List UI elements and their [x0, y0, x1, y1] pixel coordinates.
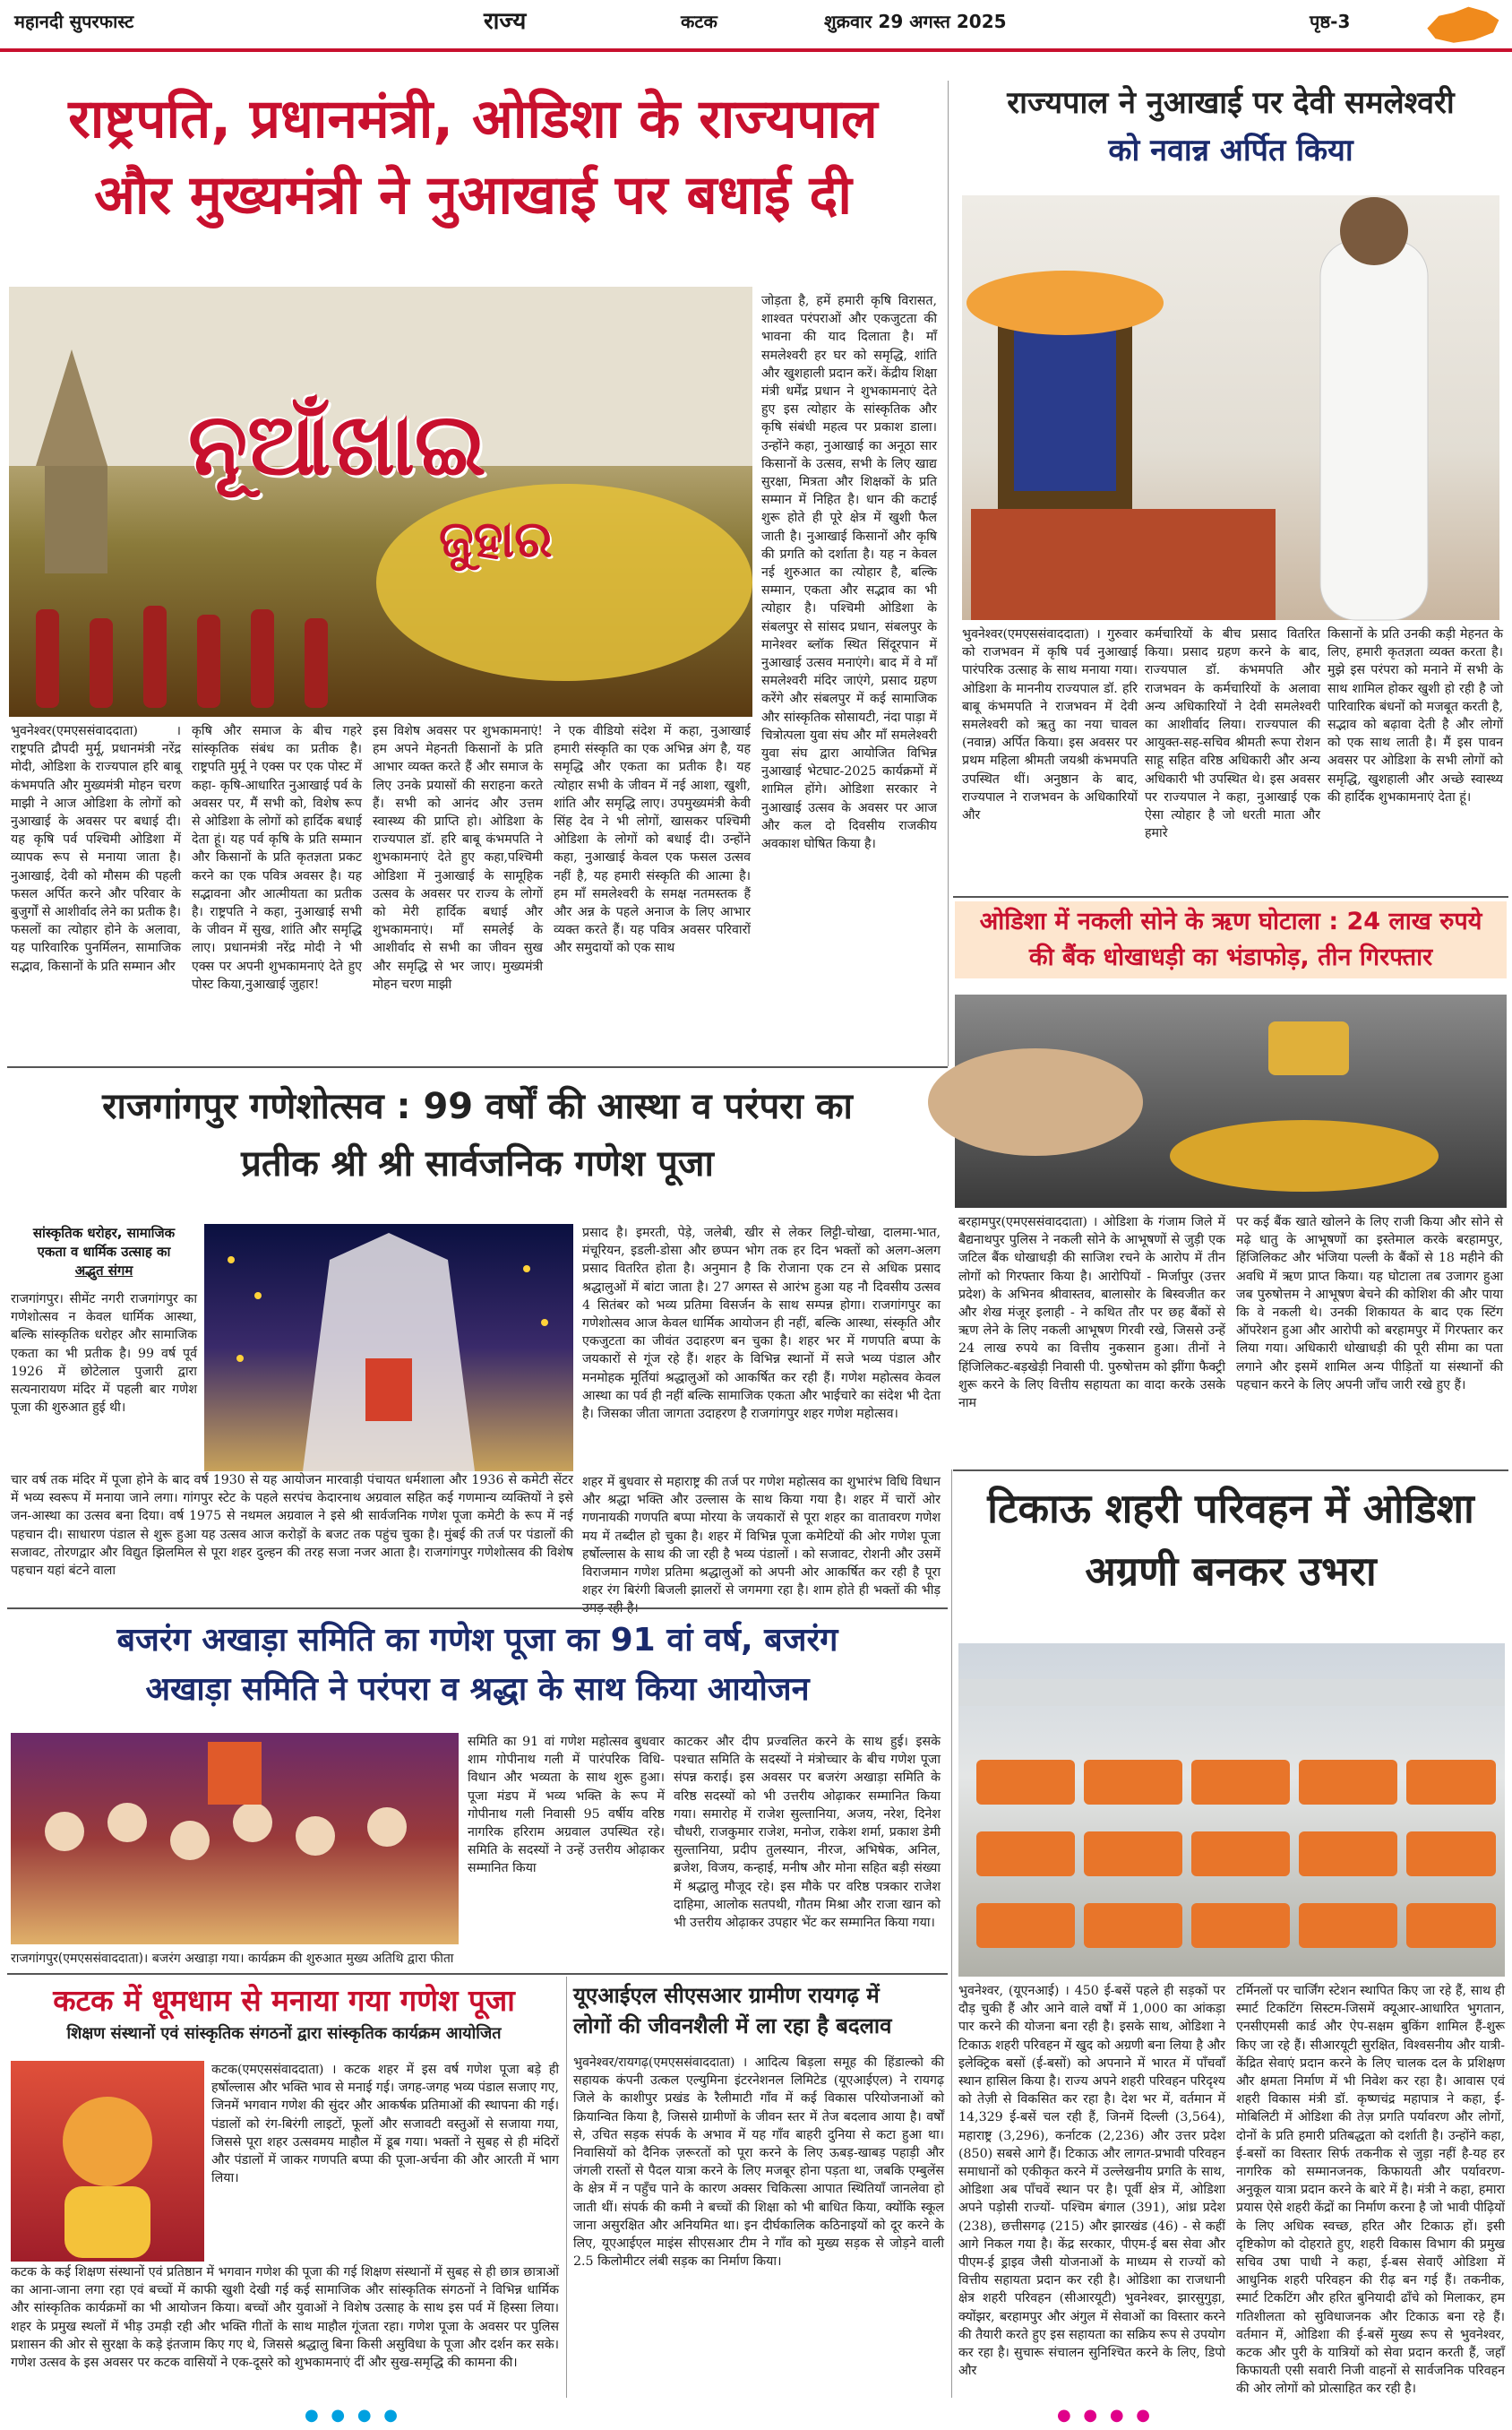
flower-garland — [966, 271, 1164, 335]
section-divider — [953, 896, 1508, 898]
nuakhai-illustration — [9, 287, 752, 717]
story4-col1: राजगांगपुर। सीमेंट नगरी राजगांगपुर का गणेशोत्सव न केवल धार्मिक आस्था, बल्कि सांस्कृतिक धरोहर और सामाजिक एकता का भी प्रतीक है। 99 वर्ष पूर्व 1926 में छोटेलाल पुजारी द्वारा सत्यनारायण मंदिर में पहली बार गणेश पूजा की शुरुआत हुई थी। — [11, 1292, 197, 1416]
section-divider — [7, 1066, 948, 1068]
people-group — [45, 1803, 407, 1860]
altar-table — [971, 509, 1276, 620]
governor-figure — [1320, 240, 1428, 620]
nuakhai-subtitle: ଜୁହାର — [439, 511, 553, 569]
governor-photo-illustration — [962, 195, 1499, 620]
gold-jewellery-photo — [955, 995, 1507, 1208]
ganesh-idol — [208, 1742, 262, 1805]
hand-shape — [928, 1048, 1143, 1156]
story8-headline-line1: टिकाऊ शहरी परिवहन में ओडिशा — [987, 1485, 1474, 1532]
column-divider — [948, 81, 949, 1066]
story1-headline — [7, 86, 939, 229]
story5-headline-line1: बजरंग अखाड़ा समिति का गणेश पूजा का 91 वां वर्ष, बजरंग — [116, 1622, 838, 1659]
story2-col1: भुवनेश्वर(एमएससंवाददाता) । गुरुवार को राजभवन में कृषि पर्व नुआखाई पारंपरिक उत्साह के साथ मनाया गया। ओडिशा के माननीय राज्यपाल डॉ. हरि बाबू कंभमपति ने राजभवन में देवी समलेश्वरी को ऋतु का नया चावल (नवान्न) अर्पित किया। इस अवसर पर प्रथम महिला श्रीमती जयश्री कंभमपति उपस्थित थीं। अनुष्ठान के बाद, राज्यपाल ने राजभवन के अधिकारियों और — [962, 627, 1138, 823]
story2-headline-line1: राज्यपाल ने नुआखाई पर देवी समलेश्वरी — [1007, 85, 1455, 121]
masthead — [0, 0, 1512, 52]
issue-date: शुक्रवार 29 अगस्त 2025 — [824, 11, 1007, 32]
section-divider — [7, 1973, 948, 1975]
story7-headline-line1: यूएआईएल सीएसआर ग्रामीण रायगढ़ में — [573, 1983, 880, 2008]
ganesh-head — [63, 2097, 152, 2186]
story4-headline-line2: प्रतीक श्री श्री सार्वजनिक गणेश पूजा — [241, 1143, 714, 1185]
story2-headline-line2: को नवान्न अर्पित किया — [1108, 132, 1353, 168]
story2-col2: कर्मचारियों के बीच प्रसाद वितरित किया। प्रसाद ग्रहण करने के बाद, राज्यपाल डॉ. कंभमपति और राजभवन के कर्मचारियों के अलावा अन्य अधिकारियों ने देवी समलेश्वरी का आशीर्वाद लिया। राज्यपाल की आयुक्त-सह-सचिव श्रीमती रूपा रोशन साहू सहित वरिष्ठ अधिकारी और अन्य अधिकारी भी उपस्थित थे। इस अवसर पर राज्यपाल ने कहा, नुआखाई एक ऐसा त्योहार है जो धरती माता और हमारे — [1145, 627, 1320, 841]
story8-col2: टर्मिनलों पर चार्जिंग स्टेशन स्थापित किए जा रहे हैं, साथ ही स्मार्ट टिकटिंग सिस्टम-जिसमें क्यूआर-आधारित भुगतान, एनसीएमसी कार्ड और ऐप-सक्षम बुकिंग शामिल हैं-शुरू किए जा रहे हैं। सीआरयूटी सुरक्षित, विश्वसनीय और यात्री-केंद्रित सेवाएं प्रदान करने के लिए चालक दल के प्रशिक्षण और क्षमता निर्माण में भी निवेश कर रहा है। आवास एवं शहरी विकास मंत्री डॉ. कृष्णचंद्र महापात्र ने कहा, ई-मोबिलिटी में ओडिशा की तेज़ प्रगति पर्यावरण और लोगों, दोनों के प्रति हमारी प्रतिबद्धता को दर्शाती है। उन्होंने कहा, ई-बसों का विस्तार सिर्फ तकनीक से जुड़ा नहीं है-यह हर नागरिक को सम्मानजनक, किफायती और पर्यावरण-अनुकूल यात्रा प्रदान करने के बारे में है। मंत्री ने कहा, हमारा प्रयास ऐसे शहरी केंद्रों का निर्माण करना है जो भावी पीढ़ियों के लिए अधिक स्वच्छ, हरित और टिकाऊ हों। इसी दृष्टिकोण को दोहराते हुए, शहरी विकास विभाग की प्रमुख सचिव उषा पाधी ने कहा, ई-बस सेवाएँ ओडिशा में आधुनिक शहरी परिवहन की रीढ़ बन गई हैं। तकनीक, स्मार्ट टिकटिंग और हरित बुनियादी ढाँचे को मिलाकर, हम गतिशीलता को सुविधाजनक और टिकाऊ बना रहे हैं। वर्तमान में, ओडिशा की ई-बसें मुख्य रूप से भुवनेश्वर, कटक और पुरी के यात्रियों को सेवा प्रदान करती हैं, जहाँ किफायती एसी सवारी निजी वाहनों से सार्वजनिक परिवहन की ओर लोगों को प्रोत्साहित कर रही है। — [1236, 1984, 1505, 2397]
story3-col1: बरहामपुर(एमएससंवाददाता) । ओडिशा के गंजाम जिले में बैद्यनाथपुर पुलिस ने नकली सोने के आभूषणों से जुड़ी एक जटिल बैंक धोखाधड़ी की साजिश रचने के आरोप में तीन लोगों को गिरफ्तार किया है। आरोपियों - मिर्जापुर (उत्तर प्रदेश) के अभिनव श्रीवास्तव, बालासोर के बिस्वजीत कर और शेख मंजूर इलाही - ने कथित तौर पर छह बैंकों से ऋण लेने के लिए नकली आभूषण गिरवी रखे, जिससे उन्हें 24 लाख रुपये का वित्तीय नुकसान हुआ। तीनों ने हिंजिलिकट-बड़खेड़ी निवासी पी. पुरुषोत्तम को झींगा फैक्ट्री शुरू करने के लिए वित्तीय सहायता का वादा करके उसके नाम — [958, 1215, 1225, 1411]
dancers-group — [36, 606, 328, 708]
story5-headline — [7, 1620, 948, 1710]
story7-headline — [573, 1982, 948, 2039]
ganesh-pandal-photo — [204, 1224, 573, 1471]
akhara-illustration — [11, 1733, 459, 1944]
gold-photo-illustration — [955, 995, 1507, 1208]
story4-col3: प्रसाद है। इमरती, पेड़े, जलेबी, खीर से लेकर लिट्टी-चोखा, दालमा-भात, मंचूरियन, इडली-डोसा और छप्पन भोग तक हर दिन भक्तों को अलग-अलग प्रसाद वितरित होता है। अनुमान है कि रोजाना एक टन से अधिक प्रसाद श्रद्धालुओं में बांटा जाता है। 27 अगस्त से आरंभ हुआ यह नौ दिवसीय उत्सव 4 सितंबर को भव्य प्रतिमा विसर्जन के साथ सम्पन्न होगा। राजगांगपुर का गणेशोत्सव आज केवल धार्मिक आयोजन ही नहीं, बल्कि आस्था, संस्कृति और एकजुटता का जीवंत उदाहरण बन चुका है। शहर भर में गणपति बप्पा के जयकारों से गूंज रहे हैं। शहर के विभिन्न स्थानों में सजे भव्य पंडाल और मनमोहक मूर्तियां श्रद्धालुओं को आकर्षित कर रही हैं। गणेश महोत्सव केवल आस्था का पर्व ही नहीं बल्कि सामाजिक एकता और भाईचारे का संदेश भी देता है। जिसका जीता जागता उदाहरण है राजगांगपुर शहर गणेश महोत्सव। — [582, 1226, 941, 1422]
kicker-line1: सांस्कृतिक धरोहर, सामाजिक — [32, 1225, 176, 1241]
story4-wide2: शहर में बुधवार से महाराष्ट्र की तर्ज पर गणेश महोत्सव का शुभारंभ विधि विधान और श्रद्धा भक्ति और उल्लास के साथ किया गया है। शहर में चारों ओर गणनायकी गणपति बप्पा मोरया के जयकारों से पूरा शहर का वातावरण गणेश मय में तब्दील हो चुका है। शहर में विभिन्न पूजा कमेटियों की ओर गणेश पूजा हर्षोल्लास के साथ की जा रही है भव्य पंडालों । को सजावट, रोशनी और उसमें विराजमान गणेश प्रतिमा श्रद्धालुओं को अपनी ओर आकर्षित कर रही है पूरा शहर रंग बिरंगी बिजली झालरों से जगमगा रहा है। शाम होते ही भक्तों की भीड़ — [582, 1475, 941, 1598]
story3-col2: पर कई बैंक खाते खोलने के लिए राजी किया और सोने से मढ़े धातु के आभूषणों का इस्तेमाल करके बरहामपुर, हिंजिलिकट और भंजिया पल्ली के बैंकों से 18 महीने की अवधि में ऋण प्राप्त किया। यह घोटाला तब उजागर हुआ जब पुरुषोत्तम ने आभूषण बेचने की कोशिश की और पाया कि वे नकली थे। उनकी शिकायत के बाद एक स्टिंग ऑपरेशन हुआ और आरोपी को बरहामपुर में गिरफ्तार कर लिया गया। अधिकारी धोखाधड़ी की पूरी सीमा का पता लगाने और इसमें शामिल अन्य पीड़ितों या संस्थानों की पहचान करने के लिए अपनी जाँच जारी रखे हुए हैं। — [1236, 1215, 1503, 1392]
governor-offering-photo — [962, 195, 1499, 620]
story2-col3: किसानों के प्रति उनकी कड़ी मेहनत के लिए, हमारी कृतज्ञता व्यक्त करता है। मुझे इस परंपरा को मनाने में सभी के साथ शामिल होकर खुशी हो रही है जो पारिवारिक बंधनों को मजबूत करती है, सद्भाव को बढ़ावा देती है और लोगों को एक साथ लाती है। मैं इस पावन अवसर पर ओडिशा के सभी लोगों को समृद्धि, खुशहाली और अच्छे स्वास्थ्य की हार्दिक शुभकामनाएं देता हूं। — [1327, 627, 1503, 805]
story8-headline-line2: अग्रणी बनकर उभरा — [1085, 1547, 1377, 1596]
story4-headline-line1: राजगांगपुर गणेशोत्सव : 99 वर्षों की आस्था व परंपरा का — [102, 1086, 853, 1127]
story3-headline-line1: ओडिशा में नकली सोने के ऋण घोटाला : 24 लाख रुपये — [979, 908, 1482, 935]
story8-headline — [955, 1484, 1507, 1598]
story3-headline — [955, 901, 1507, 978]
bus-fleet — [976, 1760, 1496, 1948]
deity-image — [1014, 330, 1116, 491]
temple-base — [45, 466, 107, 573]
story1-col2: कृषि और समाज के बीच गहरे सांस्कृतिक संबंध का प्रतीक है। राष्ट्रपति मुर्मू ने एक्स पर एक पोस्ट में कहा- कृषि-आधारित नुआखाई पर्व के अवसर पर, मैं सभी को, विशेष रूप से ओडिशा के लोगों को हार्दिक बधाई देता हूं। यह पर्व कृषि के प्रति सम्मान और किसानों के प्रति कृतज्ञता प्रकट करने का एक पवित्र अवसर है। यह सद्भावना और आत्मीयता का प्रतीक है। राष्ट्रपति ने कहा, नुआखाई सभी के जीवन में सुख, शांति और समृद्धि लाए। प्रधानमंत्री नरेंद्र मोदी ने भी एक्स पर अपनी शुभकामनाएं देते हुए पोस्ट किया,नुआखाई जुहार! — [192, 724, 362, 992]
ganesh-idol — [365, 1358, 412, 1421]
story6-col1: कटक(एमएससंवाददाता) । कटक शहर में इस वर्ष गणेश पूजा बड़े ही हर्षोल्लास और भक्ति भाव से मनाई गई। जगह-जगह भव्य पंडाल सजाए गए, जिनमें भगवान गणेश की सुंदर और आकर्षक प्रतिमाओं की स्थापना की गई। पंडालों को रंग-बिरंगी लाइटों, फूलों और सजावटी वस्तुओं से सजाया गया, जिससे पूरा शहर उत्सवमय माहौल में डूब गया। भक्तों ने सुबह से ही मंदिरों और पंडालों में जाकर गणपति बप्पा की पूजा-अर्चना की और आरती में भाग लिया। — [211, 2063, 559, 2186]
pandal-structure — [303, 1233, 475, 1471]
story7-headline-line2: लोगों की जीवनशैली में ला रहा है बदलाव — [573, 2013, 892, 2038]
ganesh-body — [64, 2186, 150, 2258]
gold-ornaments — [1170, 1120, 1439, 1192]
story7-body: भुवनेश्वर/रायगढ़(एमएससंवाददाता) । आदित्य बिड़ला समूह की हिंडाल्को की सहायक कंपनी उत्कल एल्युमिना इंटरनेशनल लिमिटेड (यूएआईएल) ने रायगढ़ जिले के काशीपुर प्रखंड के रैलीमाटी गाँव में कई विकास परियोजनाओं को क्रियान्वित किया है, जिससे ग्रामीणों के जीवन स्तर में तेज बदलाव आया है। वर्षों से, उचित सड़क संपर्क के अभाव में यह गाँव बाहरी दुनिया से कटा हुआ था। निवासियों को दैनिक ज़रूरतों को पूरा करने के लिए ऊबड़-खाबड़ पहाड़ी और जंगली रास्तों से पैदल यात्रा करने के लिए मजबूर होना पड़ता था, जबकि एम्बुलेंस के क्षेत्र में न पहुँच पाने के कारण अक्सर चिकित्सा आपात स्थितियाँ जानलेवा हो जाती थीं। संपर्क की कमी ने बच्चों की शिक्षा को भी बाधित किया, क्योंकि स्कूल जाना असुरक्षित और अनियमित था। इन दीर्घकालिक कठिनाइयों को दूर करने के लिए, यूएआईएल माइंस सीएसआर टीम ने गाँव को मुख्य सड़क से जोड़ने वाली 2.5 किलोमीटर लंबी सड़क का निर्माण किया। — [573, 2055, 944, 2270]
story1-headline-line1: राष्ट्रपति, प्रधानमंत्री, ओडिशा के राज्यपाल — [68, 88, 878, 151]
registration-marks: ● ● ● ● — [305, 2406, 401, 2425]
story4-headline — [7, 1084, 948, 1186]
section-divider — [7, 1607, 948, 1609]
story1-col1: भुवनेश्वर(एमएससंवाददाता) । राष्ट्रपति द्रौपदी मुर्मू, प्रधानमंत्री नरेंद्र मोदी, ओडिशा के राज्यपाल हरि बाबू कंभमपति और मुख्यमंत्री मोहन चरण माझी ने आज ओडिशा के लोगों को नुआखाई के अवसर पर बधाई दी। यह कृषि पर्व पश्चिमी ओडिशा में व्यापक रूप से मनाया जाता है। नुआखाई, देवी को मौसम की पहली फसल अर्पित करने और परिवार के बुजुर्गों से आशीर्वाद लेने का प्रतीक है। फसलों का त्योहार होने के अलावा, यह पारिवारिक पुनर्मिलन, सामाजिक सद्भाव, किसानों के प्रति सम्मान और — [11, 724, 181, 974]
story5-headline-line2: अखाड़ा समिति ने परंपरा व श्रद्धा के साथ किया आयोजन — [145, 1671, 810, 1708]
cuttack-ganesh-photo — [11, 2061, 204, 2262]
nuakhai-title: ନୂଆଁଖାଇ — [188, 394, 486, 495]
story5-col1: समिति का 91 वां गणेश महोत्सव बुधवार शाम गोपीनाथ गली में पारंपरिक विधि-विधान और भव्यता के साथ शुरू हुआ। पूजा मंडप में भव्य भक्ति के रूप में गोपीनाथ गली निवासी 95 वर्षीय वरिष्ठ नागरिक हरिराम अग्रवाल उपस्थित रहे। समिति के सदस्यों ने उन्हें उत्तरीय ओढ़ाकर सम्मानित किया — [468, 1735, 665, 1876]
kicker-line3: अद्भुत संगम — [74, 1262, 133, 1279]
registration-marks: ● ● ● ● — [1057, 2406, 1154, 2425]
section-name: राज्य — [484, 8, 527, 35]
story1-col4: ने एक वीडियो संदेश में कहा, नुआखाई हमारी संस्कृति का एक अभिन्न अंग है, यह समृद्धि और एकता का प्रतीक है। यह त्योहार सभी के जीवन में नई आशा, खुशी, शांति और समृद्धि लाए। उपमुख्यमंत्री केवी सिंह देव ने भी लोगों, खासकर पश्चिमी ओडिशा के लोगों को बधाई दी। उन्होंने कहा, नुआखाई केवल एक फसल उत्सव नहीं है, यह हमारी संस्कृति की आत्मा है। हम माँ समलेश्वरी के समक्ष नतमस्तक हैं और अन्न के पहले अनाज के लिए आभार व्यक्त करते हैं। यह पवित्र अवसर परिवारों और समुदायों को एक साथ — [554, 724, 751, 956]
story4-kicker — [11, 1224, 197, 1280]
story2-headline — [955, 84, 1507, 169]
ebus-depot-photo — [958, 1643, 1505, 1977]
cuttack-ganesh-illustration — [11, 2061, 204, 2262]
story6-headline: कटक में धूमधाम से मनाया गया गणेश पूजा — [53, 1983, 515, 2018]
story1-col3: इस विशेष अवसर पर शुभकामनाएं! हम अपने मेहनती किसानों के प्रति आभार व्यक्त करते हैं और समाज के लिए उनके प्रयासों की सराहना करते हैं। सभी को आनंद और उत्तम स्वास्थ्य की प्राप्ति हो। ओडिशा के राज्यपाल डॉ. हरि बाबू कंभमपति ने शुभकामनाएं देते हुए कहा,पश्चिमी ओडिशा में नुआखाई के सामूहिक उत्सव के अवसर पर राज्य के लोगों को मेरी हार्दिक बधाई और शुभकामनाएं। माँ समलेई के आशीर्वाद से सभी का जीवन सुख और समृद्धि से भर जाए। मुख्यमंत्री मोहन चरण माझी — [373, 724, 543, 992]
story3-headline-line2: की बैंक धोखाधड़ी का भंडाफोड़, तीन गिरफ्तार — [1028, 943, 1433, 971]
city-name: कटक — [681, 11, 717, 32]
page-number: पृष्ठ-3 — [1310, 11, 1351, 32]
kicker-line2: एकता व धार्मिक उत्साह का — [37, 1244, 171, 1260]
story5-col2: काटकर और दीप प्रज्वलित करने के साथ हुई। इसके पश्चात समिति के सदस्यों ने मंत्रोच्चार के बीच गणेश पूजा संपन्न कराई। इस अवसर पर बजरंग अखाड़ा समिति के वरिष्ठ सदस्यों को भी उत्तरीय ओढ़ाकर सम्मानित किया गया। समारोह में राजेश सुल्तानिया, अजय, नरेश, दिनेश चौधरी, राजकुमार राजेश, मनोज, राकेश शर्मा, प्रकाश डेमी सुल्तानिया, प्रदीप तुलस्यान, नीरज, अभिषेक, अनिल, ब्रजेश, विजय, कन्हाई, मनीष और मोना सहित बड़ी संख्या में श्रद्धालु मौजूद रहे। इस मौके पर वरिष्ठ पत्रकार राजेश दाहिमा, आलोक सतपथी, गौतम मिश्रा और राजा खान को भी उत्तरीय ओढ़ाकर उपहार भेंट कर सम्मानित किया गया। — [674, 1735, 941, 1931]
section-divider — [953, 1469, 1508, 1471]
odisha-map-icon — [1421, 4, 1503, 45]
story6-headline — [7, 1982, 561, 2045]
story1-headline-line2: और मुख्यमंत्री ने नुआखाई पर बधाई दी — [94, 164, 852, 227]
rice-grains — [376, 484, 752, 681]
gold-bar — [1268, 1021, 1349, 1075]
story8-col1: भुवनेश्वर, (यूएनआई) । 450 ई-बसें पहले ही सड़कों पर दौड़ चुकी हैं और आने वाले वर्षों में 1,000 का आंकड़ा पार करने की योजना बना रही है। इसके साथ, ओडिशा ने टिकाऊ शहरी परिवहन में खुद को अग्रणी बना लिया है और इलेक्ट्रिक बसों (ई-बसों) को अपनाने में भारत में पाँचवाँ स्थान हासिल किया है। राज्य अपने शहरी परिवहन परिदृश्य को तेज़ी से विकसित कर रहा है। देश भर में, वर्तमान में 14,329 ई-बसें चल रही हैं, जिनमें दिल्ली (3,564), महाराष्ट्र (3,296), कर्नाटक (2,236) और उत्तर प्रदेश (850) सबसे आगे हैं। टिकाऊ और लागत-प्रभावी परिवहन समाधानों को एकीकृत करने में उल्लेखनीय प्रगति के साथ, ओडिशा अब पाँचवें स्थान पर है। पूर्वी क्षेत्र में, ओडिशा अपने पड़ोसी राज्यों- पश्चिम बंगाल (391), आंध्र प्रदेश (238), छत्तीसगढ़ (215) और झारखंड (46) - से कहीं आगे निकल गया है। केंद्र सरकार, पीएम-ई बस सेवा और पीएम-ई ड्राइव जैसी योजनाओं के माध्यम से राज्यों को वित्तीय सहायता प्रदान कर रही है। ओडिशा का राजधानी क्षेत्र शहरी परिवहन (सीआरयूटी) भुवनेश्वर, झारसुगुड़ा, क्योंझर, बरहामपुर और अंगुल में सेवाओं का विस्तार करने की तैयारी करते हुए इस सहायता का सक्रिय रूप से उपयोग कर रहा है। सुचारू संचालन सुनिश्चित करने के लिए, डिपो और — [958, 1984, 1226, 2379]
story1-col5: जोड़ता है, हमें हमारी कृषि विरासत, शाश्वत परंपराओं और एकजुटता की भावना की याद दिलाता है। माँ समलेश्वरी हर घर को समृद्धि, शांति और खुशहाली प्रदान करें। केंद्रीय शिक्षा मंत्री धर्मेंद्र प्रधान ने शुभकामनाएं देते हुए इस त्योहार के सांस्कृतिक और कृषि संबंधी महत्व पर प्रकाश डाला। उन्होंने कहा, नुआखाई का अनूठा सार किसानों के उत्सव, सभी के लिए खाद्य सुरक्षा, मित्रता और शिक्षकों के प्रति सम्मान में निहित है। धान की कटाई शुरू होते ही पूरे क्षेत्र में खुशी फैल जाती है। नुआखाई किसानों और कृषि की प्रगति को दर्शाता है। यह न केवल नई शुरुआत का त्योहार है, बल्कि सम्मान, एकता और सद्भाव का भी त्योहार है। पश्चिमी ओडिशा के संबलपुर से सांसद प्रधान, संबलपुर के मानेश्वर ब्लॉक स्थित सिंदूरपान में नुआखाई उत्सव मनाएंगे। बाद में वे माँ समलेश्वरी मंदिर जाएंगे, प्रसाद ग्रहण करेंगे और संबलपुर में कई सामाजिक और सांस्कृतिक सोसायटी, नंदा पाड़ा में चित्रोत्पला युवा संघ और माँ समलेश्वरी युवा संघ द्वारा आयोजित विभिन्न नुआखाई भेटघाट-2025 कार्यक्रमों में शामिल होंगे। ओडिशा सरकार ने नुआखाई उत्सव के अवसर पर आज और कल दो दिवसीय राजकीय अवकाश घोषित किया है। — [761, 294, 937, 852]
story4-wide1: चार वर्ष तक मंदिर में पूजा होने के बाद वर्ष 1930 से यह आयोजन मारवाड़ी पंचायत धर्मशाला और 1936 से कमेटी सेंटर में भव्य स्वरूप में मनाया जाने लगा। गांगपुर स्टेट के पहले सरपंच केदारनाथ अग्रवाल सहित कई गणमान्य व्यक्तियों ने इसे जन-आस्था का उत्सव बना दिया। वर्ष 1975 से नथमल अग्रवाल ने इसे श्री सार्वजनिक गणेश पूजा कमेटी के रूप में नई पहचान दी। साधारण पंडाल से शुरू हुआ यह उत्सव आज करोड़ों के बजट तक पहुंच चुका है। मुंबई की तर्ज पर पंडालों की सजावट, तोरणद्वार और विद्युत झिलमिल से पूरा शहर दुल्हन की तरह सजा नजर आता है। राजगांगपुर गणेशोत्सव की विशेष पहचान यहां बंटने वाला — [11, 1473, 573, 1579]
story6-wide: कटक के कई शिक्षण संस्थानों एवं प्रतिष्ठान में भगवान गणेश की पूजा की गई शिक्षण संस्थानों में सुबह से ही छात्र छात्राओं का आना-जाना लगा रहा एवं बच्चों में काफी खुशी देखी गई कई सामाजिक और सांस्कृतिक संगठनों ने विभिन्न धार्मिक और सांस्कृतिक कार्यक्रमों का भी आयोजन किया। बच्चों और युवाओं ने विशेष उत्साह के साथ इस पर्व में हिस्सा लिया। शहर के प्रमुख स्थलों में भीड़ उमड़ी रही और भक्ति गीतों के साथ माहौल गूंजता रहा। गणेश पूजा के अवसर पर पुलिस प्रशासन की ओर से सुरक्षा के कड़े इंतजाम किए गए थे, जिससे श्रद्धालु बिना किसी असुविधा के पूजा और दर्शन कर सके। गणेश उत्सव के इस अवसर पर कटक वासियों ने एक-दूसरे को शुभकामनाएं दीं और सुख-समृद्धि की कामना की। — [11, 2265, 559, 2371]
story6-subhead: शिक्षण संस्थानों एवं सांस्कृतिक संगठनों द्वारा सांस्कृतिक कार्यक्रम आयोजित — [66, 2024, 502, 2044]
bajrang-akhara-photo — [11, 1733, 459, 1944]
depot-roof — [958, 1679, 1505, 1706]
column-divider — [951, 1469, 952, 2398]
nuakhai-image — [9, 287, 752, 717]
governor-head — [1340, 197, 1408, 265]
story5-caption: राजगांगपुर(एमएससंवाददाता)। बजरंग अखाड़ा गया। कार्यक्रम की शुरुआत मुख्य अतिथि द्वारा फीता — [11, 1952, 454, 1966]
ebus-illustration — [958, 1643, 1505, 1977]
paper-name: महानदी सुपरफास्ट — [14, 11, 134, 32]
column-divider — [566, 1977, 567, 2398]
pandal-illustration — [204, 1224, 573, 1471]
